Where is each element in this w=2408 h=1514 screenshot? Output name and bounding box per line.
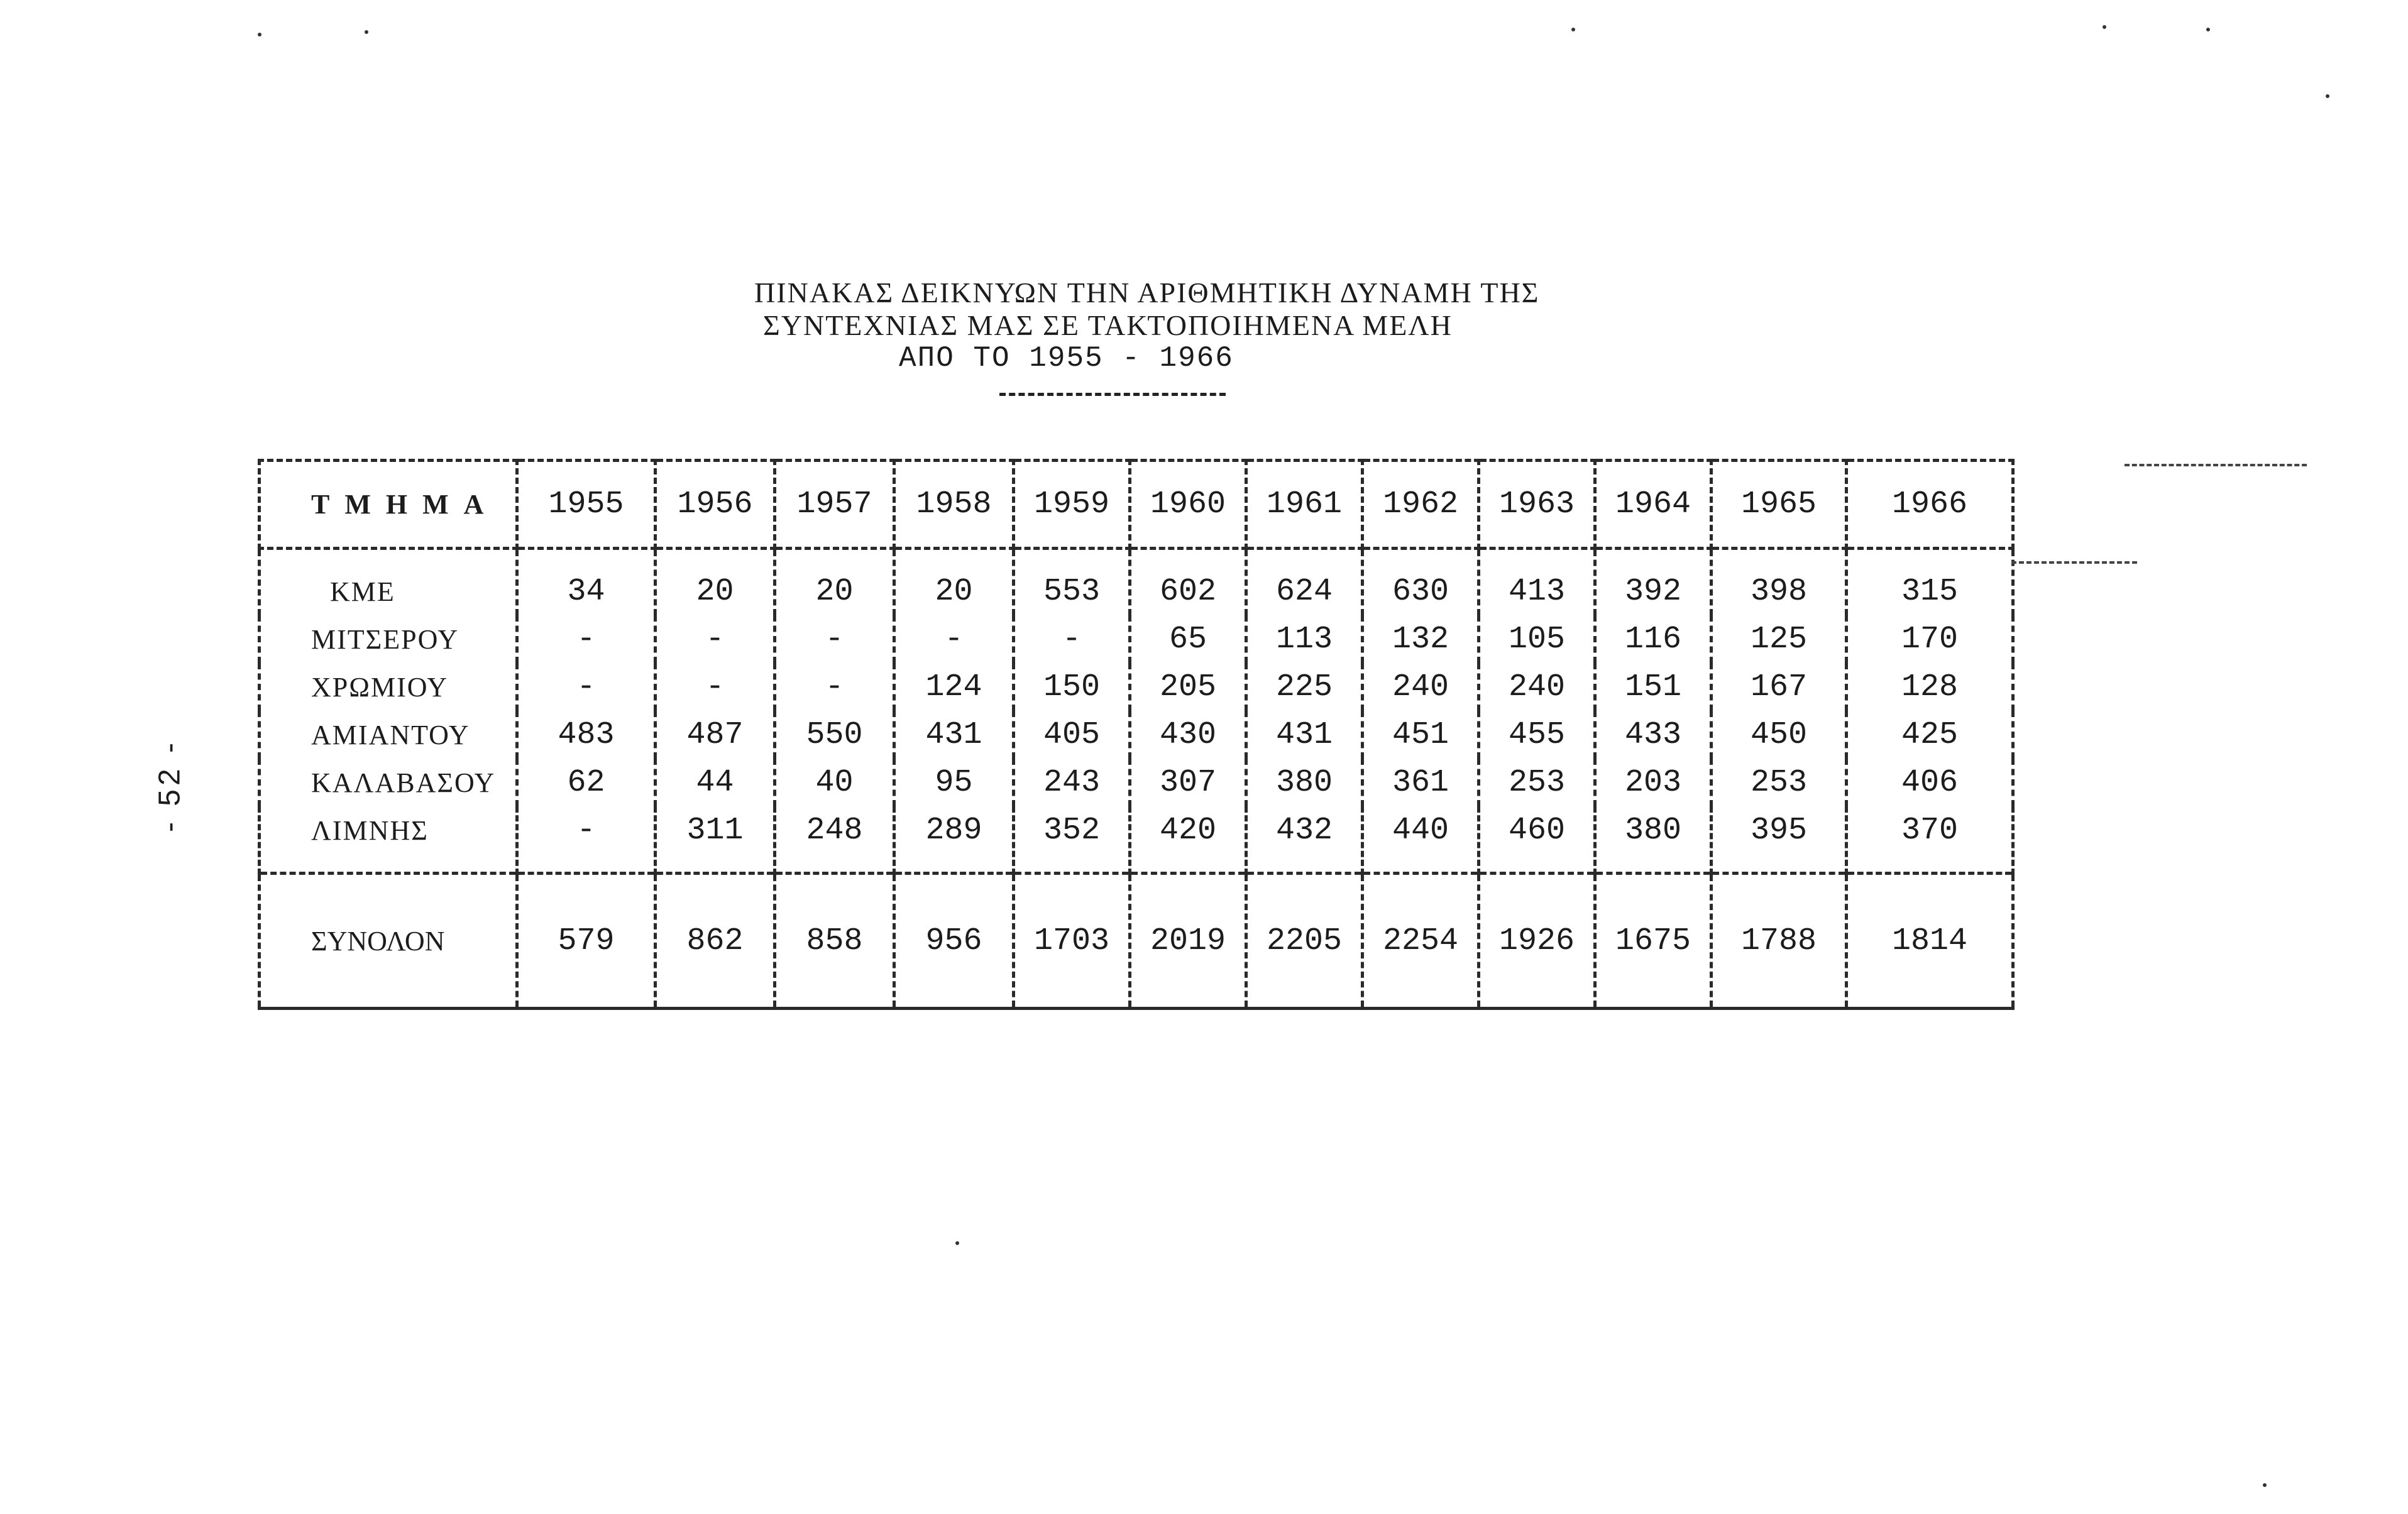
table-cell: - (517, 806, 656, 874)
total-cell: 1814 (1847, 874, 2013, 1009)
table-cell: 125 (1712, 615, 1847, 663)
title-line-1: ΠΙΝΑΚΑΣ ΔΕΙΚΝΥΩΝ ΤΗΝ ΑΡΙΘΜΗΤΙΚΗ ΔΥΝΑΜΗ ΤΗΣ (754, 277, 1540, 309)
table-cell: 433 (1595, 711, 1712, 759)
table-cell: 124 (894, 663, 1014, 711)
table-row (260, 663, 2013, 711)
table-cell: 352 (1014, 806, 1130, 874)
dept-name: ΚΑΛΑΒΑΣΟΥ (260, 759, 517, 806)
dept-name: ΑΜΙΑΝΤΟΥ (260, 711, 517, 759)
table-cell: - (1014, 615, 1130, 663)
year-header: 1962 (1363, 461, 1479, 549)
table-cell: - (517, 663, 656, 711)
scan-speck (2103, 25, 2106, 29)
table-cell: 151 (1595, 663, 1712, 711)
table-cell: 132 (1363, 615, 1479, 663)
table-row (260, 549, 2013, 616)
total-cell: 858 (775, 874, 894, 1009)
table-cell: 225 (1246, 663, 1363, 711)
table-cell: - (775, 615, 894, 663)
table-cell: 361 (1363, 759, 1479, 806)
table-cell: 95 (894, 759, 1014, 806)
total-cell: 956 (894, 874, 1014, 1009)
table-cell: 370 (1847, 806, 2013, 874)
table-cell: 113 (1246, 615, 1363, 663)
dept-column-header: ΤΜΗΜΑ (260, 461, 517, 549)
year-header: 1963 (1479, 461, 1595, 549)
table-cell: 315 (1847, 549, 2013, 616)
table-cell: 432 (1246, 806, 1363, 874)
table-cell: 398 (1712, 549, 1847, 616)
document-title (754, 277, 1584, 375)
table-cell: 380 (1246, 759, 1363, 806)
table-cell: 487 (656, 711, 775, 759)
membership-table (258, 459, 2015, 1010)
total-row (260, 874, 2013, 1009)
year-header: 1955 (517, 461, 656, 549)
table-cell: 624 (1246, 549, 1363, 616)
table-cell: 440 (1363, 806, 1479, 874)
department-rows (260, 549, 2013, 874)
table-row (260, 806, 2013, 874)
table-cell: 406 (1847, 759, 2013, 806)
scan-speck (1571, 28, 1575, 31)
table-cell: 307 (1130, 759, 1246, 806)
table-cell: 451 (1363, 711, 1479, 759)
year-header: 1959 (1014, 461, 1130, 549)
table-cell: 602 (1130, 549, 1246, 616)
table-cell: 431 (1246, 711, 1363, 759)
scan-speck (365, 30, 368, 34)
dept-name: ΚΜΕ (260, 549, 517, 616)
table-cell: 430 (1130, 711, 1246, 759)
total-label: ΣΥΝΟΛΟΝ (260, 874, 517, 1009)
dept-name: ΧΡΩΜΙΟΥ (260, 663, 517, 711)
table-cell: 34 (517, 549, 656, 616)
title-line-2: ΣΥΝΤΕΧΝΙΑΣ ΜΑΣ ΣΕ ΤΑΚΤΟΠΟΙΗΜΕΝΑ ΜΕΛΗ (763, 309, 1453, 341)
total-cell: 1788 (1712, 874, 1847, 1009)
table-cell: 392 (1595, 549, 1712, 616)
table-cell: 460 (1479, 806, 1595, 874)
header-row (260, 461, 2013, 549)
table-cell: 405 (1014, 711, 1130, 759)
table-cell: 20 (775, 549, 894, 616)
total-cell: 2254 (1363, 874, 1479, 1009)
table-cell: 483 (517, 711, 656, 759)
table-cell: 311 (656, 806, 775, 874)
year-header: 1956 (656, 461, 775, 549)
stray-dash-line (2011, 561, 2137, 564)
table-cell: 203 (1595, 759, 1712, 806)
total-cell: 1926 (1479, 874, 1595, 1009)
table-cell: 243 (1014, 759, 1130, 806)
table-cell: 167 (1712, 663, 1847, 711)
scan-speck (2263, 1483, 2267, 1487)
table-cell: 128 (1847, 663, 2013, 711)
table-cell: 20 (656, 549, 775, 616)
title-underline (999, 393, 1226, 396)
table-cell: - (775, 663, 894, 711)
table-cell: 455 (1479, 711, 1595, 759)
table-cell: 248 (775, 806, 894, 874)
dept-name: ΜΙΤΣΕΡΟΥ (260, 615, 517, 663)
table-cell: 289 (894, 806, 1014, 874)
table-cell: 20 (894, 549, 1014, 616)
year-header: 1960 (1130, 461, 1246, 549)
table-row (260, 711, 2013, 759)
table-cell: 150 (1014, 663, 1130, 711)
table-cell: 431 (894, 711, 1014, 759)
total-cell: 579 (517, 874, 656, 1009)
total-cell: 2205 (1246, 874, 1363, 1009)
table-cell: 420 (1130, 806, 1246, 874)
dept-name: ΛΙΜΝΗΣ (260, 806, 517, 874)
table-cell: 413 (1479, 549, 1595, 616)
table-cell: 170 (1847, 615, 2013, 663)
table-cell: - (894, 615, 1014, 663)
table-cell: 44 (656, 759, 775, 806)
table-cell: 550 (775, 711, 894, 759)
scan-speck (2326, 94, 2329, 98)
year-header: 1957 (775, 461, 894, 549)
table-cell: 65 (1130, 615, 1246, 663)
total-cell: 862 (656, 874, 775, 1009)
table-cell: 630 (1363, 549, 1479, 616)
table-cell: 425 (1847, 711, 2013, 759)
year-header: 1958 (894, 461, 1014, 549)
total-cell: 1703 (1014, 874, 1130, 1009)
table-cell: 105 (1479, 615, 1595, 663)
table-row (260, 615, 2013, 663)
table-cell: 62 (517, 759, 656, 806)
scan-speck (2206, 28, 2210, 31)
table-cell: 253 (1479, 759, 1595, 806)
total-cell: 2019 (1130, 874, 1246, 1009)
table-cell: 253 (1712, 759, 1847, 806)
table-cell: - (656, 615, 775, 663)
table-cell: - (517, 615, 656, 663)
table-cell: 395 (1712, 806, 1847, 874)
table-cell: - (656, 663, 775, 711)
page-number: - 52 - (153, 738, 187, 833)
stray-dash-line (2125, 464, 2307, 466)
year-header: 1966 (1847, 461, 2013, 549)
table-cell: 450 (1712, 711, 1847, 759)
table-cell: 240 (1479, 663, 1595, 711)
table-cell: 240 (1363, 663, 1479, 711)
scan-speck (258, 33, 261, 36)
total-cell: 1675 (1595, 874, 1712, 1009)
table-cell: 116 (1595, 615, 1712, 663)
table-cell: 40 (775, 759, 894, 806)
scan-speck (955, 1241, 959, 1245)
year-header: 1965 (1712, 461, 1847, 549)
table-cell: 205 (1130, 663, 1246, 711)
year-header: 1961 (1246, 461, 1363, 549)
table-cell: 553 (1014, 549, 1130, 616)
total-rows (260, 874, 2013, 1009)
table-cell: 380 (1595, 806, 1712, 874)
year-header: 1964 (1595, 461, 1712, 549)
title-line-3: ΑΠΟ ΤΟ 1955 - 1966 (899, 342, 1234, 375)
table-row (260, 759, 2013, 806)
